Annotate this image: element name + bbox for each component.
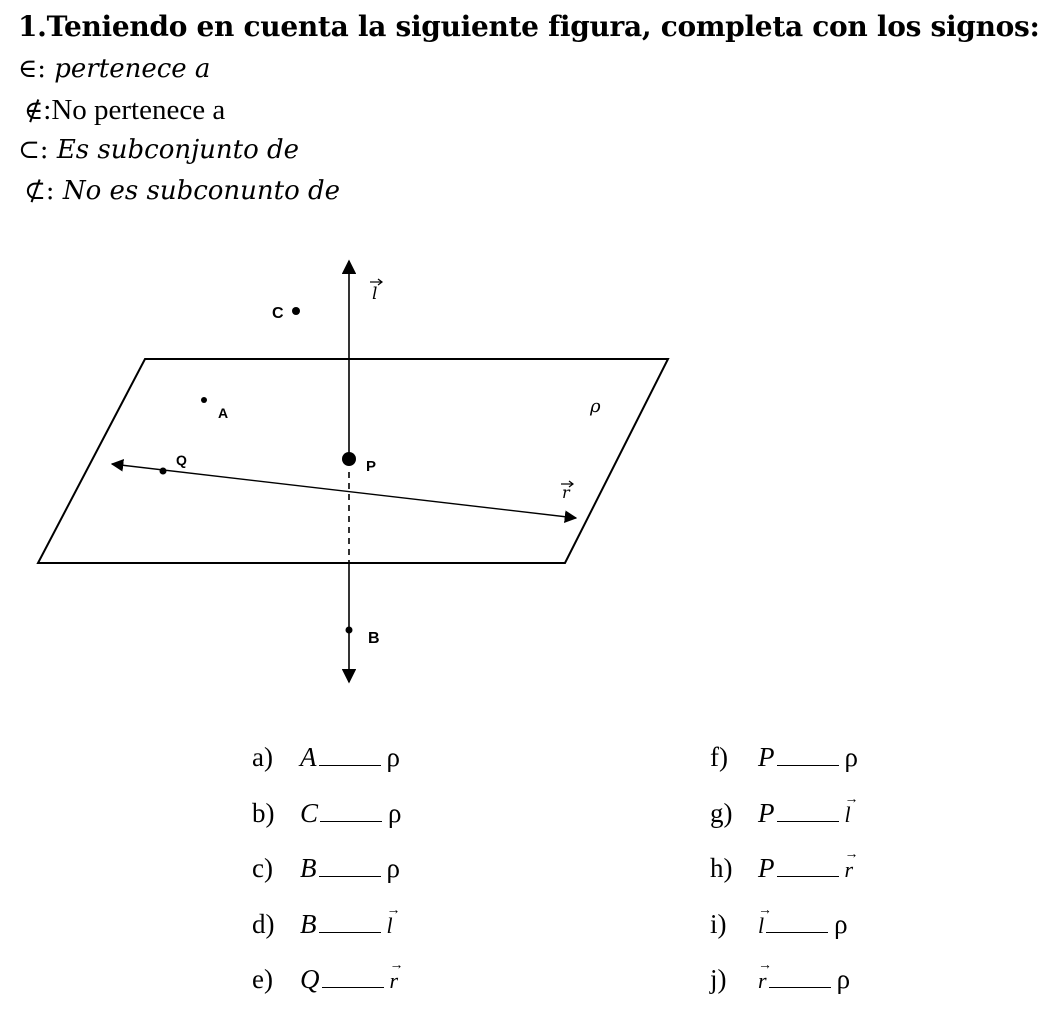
- exercise-label: j): [710, 964, 727, 994]
- exercise-label: c): [252, 853, 273, 883]
- exercise-target-vector: [844, 791, 859, 828]
- exercise-b: [252, 798, 402, 829]
- answer-blank[interactable]: [319, 875, 381, 877]
- answer-blank[interactable]: [319, 931, 381, 933]
- label-p: P: [366, 458, 377, 475]
- exercise-c: [252, 853, 400, 884]
- exercise-subject: P: [758, 853, 775, 883]
- exercise-subject: Q: [300, 964, 320, 994]
- answer-blank[interactable]: [777, 764, 839, 766]
- answer-blank[interactable]: [777, 875, 839, 877]
- exercise-label: b): [252, 797, 275, 828]
- label-c: C: [272, 305, 284, 322]
- exercise-i: [710, 902, 848, 940]
- vector-r-letter: r: [562, 483, 570, 502]
- exercise-label: d): [252, 908, 275, 939]
- exercise-target-vector-letter: r: [844, 857, 854, 882]
- exercise-target: ρ: [836, 964, 851, 994]
- exercise-subject: B: [300, 853, 317, 883]
- exercise-subject-vector-letter: r: [758, 968, 767, 993]
- vector-arrow-icon: →: [758, 958, 772, 973]
- label-q: Q: [176, 452, 187, 468]
- answer-blank[interactable]: [766, 931, 828, 933]
- exercise-target-vector-letter: l: [844, 801, 851, 827]
- vector-arrow-icon: →: [758, 902, 772, 918]
- vector-arrow-icon: →: [389, 958, 404, 973]
- exercise-j: [710, 958, 851, 995]
- label-vector-l: [370, 279, 382, 304]
- exercise-subject: P: [758, 797, 775, 828]
- exercise-h: [710, 847, 859, 884]
- point-c: [292, 307, 300, 315]
- legend-text: No pertenece a: [51, 94, 226, 126]
- point-a: [201, 397, 207, 403]
- exercise-f: [710, 742, 858, 773]
- point-q: [160, 468, 167, 475]
- legend-symbol: ⊄: [24, 176, 46, 206]
- exercise-label: i): [710, 908, 727, 939]
- legend-symbol: ∉: [24, 96, 44, 126]
- answer-blank[interactable]: [769, 986, 831, 988]
- legend-separator: :: [39, 135, 57, 165]
- legend-separator: :: [45, 176, 63, 206]
- point-p: [342, 452, 356, 466]
- answer-blank[interactable]: [320, 820, 382, 822]
- exercise-label: h): [710, 853, 733, 883]
- exercise-label: a): [252, 742, 273, 772]
- exercise-label: g): [710, 797, 733, 828]
- label-a: A: [218, 405, 229, 421]
- exercise-d: [252, 902, 401, 940]
- page-title: 1.Teniendo en cuenta la siguiente figura, completa con los signos:: [18, 10, 1040, 43]
- legend-separator: :: [37, 54, 55, 84]
- label-b: B: [368, 630, 380, 647]
- legend-separator: :: [43, 94, 52, 126]
- vector-l-letter: l: [372, 284, 378, 304]
- exercise-subject-vector-letter: l: [758, 912, 765, 938]
- point-b: [346, 627, 353, 634]
- exercise-target-vector: [386, 902, 401, 939]
- legend-text: No es subconunto de: [62, 176, 341, 206]
- exercise-e: [252, 958, 404, 995]
- answer-blank[interactable]: [777, 820, 839, 822]
- exercise-subject: C: [300, 797, 319, 828]
- exercise-subject-vector: [758, 958, 772, 994]
- vector-arrow-icon: →: [844, 847, 859, 862]
- exercise-target-vector: [844, 847, 859, 883]
- exercise-target-vector-letter: r: [389, 968, 399, 993]
- exercise-target: ρ: [388, 797, 402, 828]
- exercise-target: ρ: [386, 853, 400, 883]
- legend-symbol: ∈: [18, 54, 38, 84]
- legend-text: Es subconjunto de: [56, 135, 300, 165]
- label-vector-r: [561, 481, 573, 502]
- exercise-target: ρ: [386, 742, 400, 772]
- exercise-subject: B: [300, 908, 317, 939]
- answer-blank[interactable]: [322, 986, 384, 988]
- exercise-label: e): [252, 964, 273, 994]
- exercise-subject-vector: [758, 902, 772, 939]
- exercise-target: ρ: [834, 908, 848, 939]
- exercise-target: ρ: [844, 742, 858, 772]
- line-r: [112, 464, 576, 518]
- answer-blank[interactable]: [319, 764, 381, 766]
- exercise-target-vector: [389, 958, 404, 994]
- legend-text: pertenece a: [54, 54, 211, 84]
- label-rho: ρ: [590, 396, 601, 417]
- exercise-subject: P: [758, 742, 775, 772]
- exercise-g: [710, 791, 859, 829]
- legend-symbol: ⊂: [18, 135, 40, 165]
- exercise-label: f): [710, 742, 728, 772]
- exercise-target-vector-letter: l: [386, 912, 393, 938]
- exercise-a: [252, 742, 400, 773]
- vector-arrow-icon: →: [386, 902, 401, 918]
- vector-arrow-icon: →: [844, 791, 859, 807]
- exercise-subject: A: [300, 742, 317, 772]
